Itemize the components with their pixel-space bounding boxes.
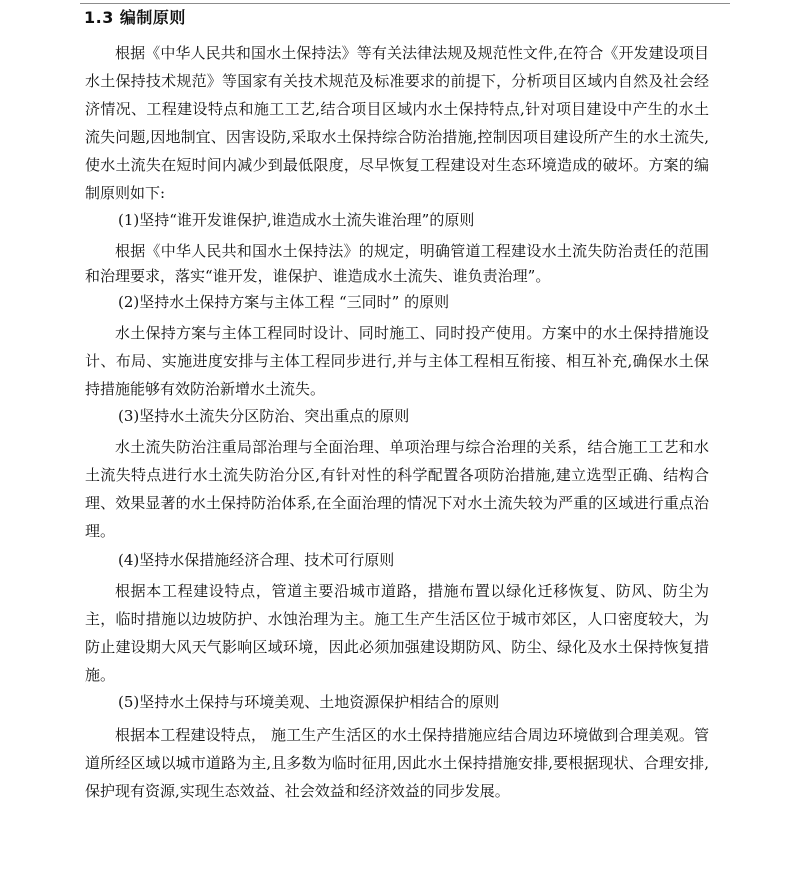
principle-heading-4: (4)坚持水保措施经济合理、技术可行原则 (118, 551, 395, 569)
principle-heading-5: (5)坚持水土保持与环境美观、土地资源保护相结合的原则 (118, 693, 500, 711)
principle-heading-1: (1)坚持“谁开发谁保护,谁造成水土流失谁治理”的原则 (118, 211, 475, 229)
document-body (85, 39, 709, 805)
principle-body-2: 水土保持方案与主体工程同时设计、同时施工、同时投产使用。方案中的水土保持措施设计、布局、实施进度安排与主体工程同步进行,并与主体工程相互衔接、相互补充,确保水土保持措施能够有效防治新增水土流失。 (85, 324, 709, 398)
header-rule (80, 3, 730, 4)
principle-body-3: 水土流失防治注重局部治理与全面治理、单项治理与综合治理的关系，结合施工工艺和水土流失特点进行水土流失防治分区,有针对性的科学配置各项防治措施,建立选型正确、结构合理、效果显著的水土保持防治体系,在全面治理的情况下对水土流失较为严重的区域进行重点治理。 (85, 438, 709, 540)
principle-heading-2: (2)坚持水土保持方案与主体工程 “三同时” 的原则 (118, 293, 450, 311)
principle-heading-3: (3)坚持水土流失分区防治、突出重点的原则 (118, 407, 410, 425)
principle-body-5: 根据本工程建设特点， 施工生产生活区的水土保持措施应结合周边环境做到合理美观。管道所经区域以城市道路为主,且多数为临时征用,因此水土保持措施安排,要根据现状、合理安排,保护现有资源,实现生态效益、社会效益和经济效益的同步发展。 (85, 726, 709, 800)
principle-body-1: 根据《中华人民共和国水土保持法》的规定，明确管道工程建设水土流失防治责任的范围和治理要求，落实“谁开发，谁保护、谁造成水土流失、谁负责治理”。 (85, 242, 709, 285)
section-title: 1.3 编制原则 (84, 8, 186, 27)
principle-body-4: 根据本工程建设特点，管道主要沿城市道路，措施布置以绿化迁移恢复、防风、防尘为主，临时措施以边坡防护、水蚀治理为主。施工生产生活区位于城市郊区，人口密度较大，为防止建设期大风天气影响区域环境，因此必须加强建设期防风、防尘、绿化及水土保持恢复措施。 (85, 582, 709, 684)
intro-paragraph: 根据《中华人民共和国水土保持法》等有关法律法规及规范性文件,在符合《开发建设项目水土保持技术规范》等国家有关技术规范及标准要求的前提下，分析项目区域内自然及社会经济情况、工程建设特点和施工工艺,结合项目区域内水土保持特点,针对项目建设中产生的水土流失问题,因地制宜、因害设防,采取水土保持综合防治措施,控制因项目建设所产生的水土流失,使水土流失在短时间内减少到最低限度，尽早恢复工程建设对生态环境造成的破坏。方案的编制原则如下: (85, 44, 709, 202)
